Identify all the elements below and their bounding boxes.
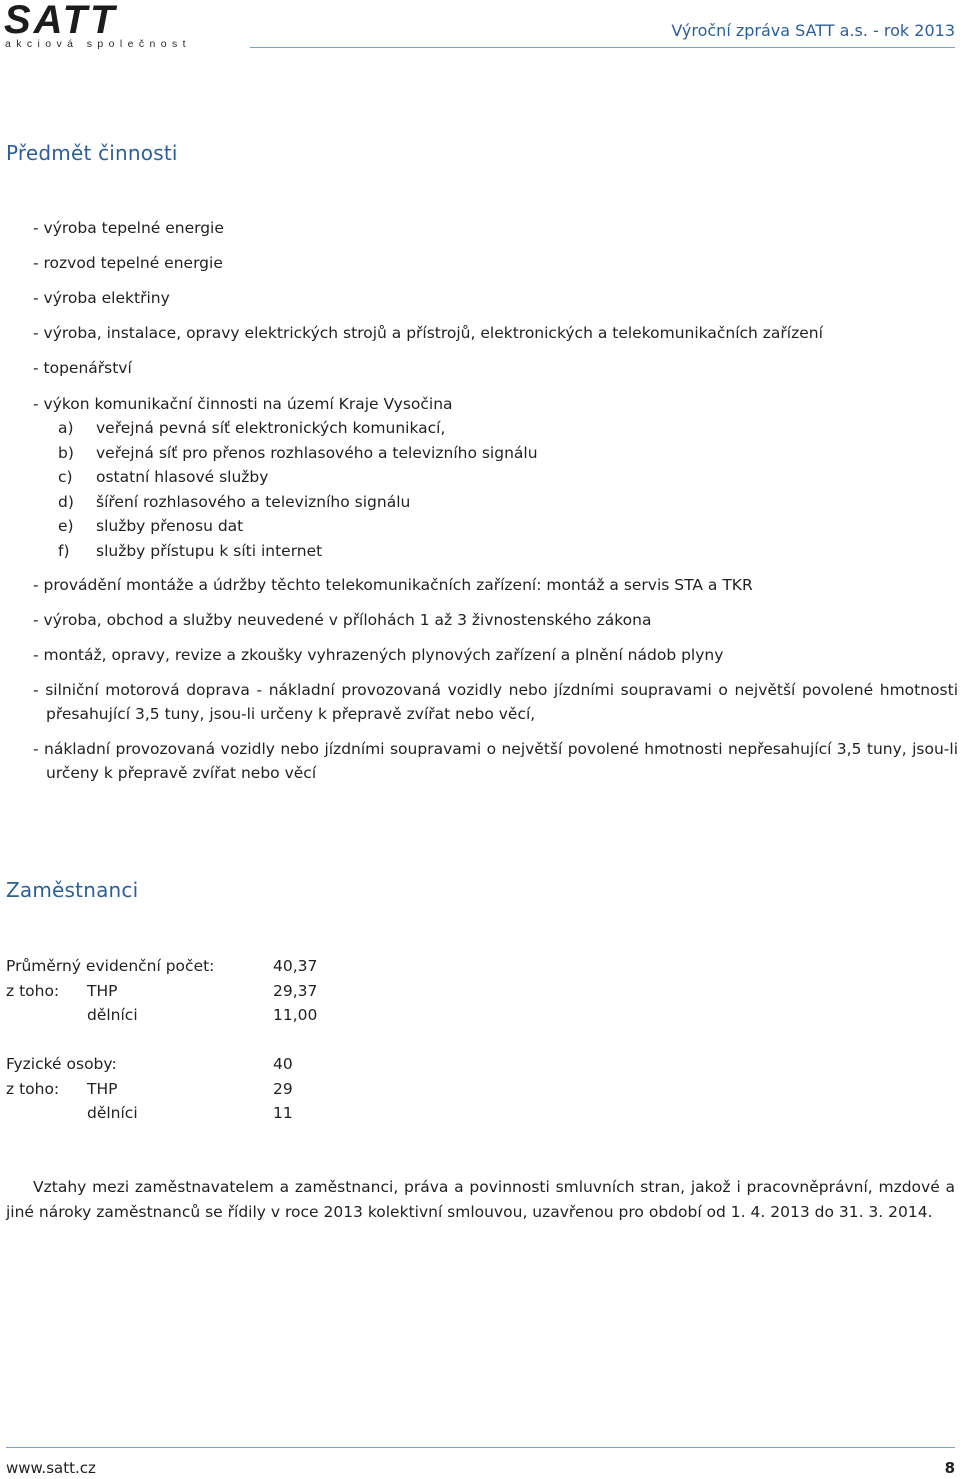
list-item: - výroba elektřiny bbox=[33, 289, 170, 307]
sub-list-item bbox=[58, 465, 958, 490]
section-heading-employees: Zaměstnanci bbox=[6, 878, 139, 902]
thp-label: THP bbox=[87, 1079, 118, 1098]
average-headcount-label: Průměrný evidenční počet: bbox=[6, 957, 215, 975]
list-item: - nákladní provozovaná vozidly nebo jízdními soupravami o největší povolené hmotnosti nepřesahující 3,5 tuny, jsou-li určeny k přepravě zvířat nebo věcí bbox=[33, 740, 958, 782]
sub-item-text: ostatní hlasové služby bbox=[96, 468, 269, 486]
list-item: - silniční motorová doprava - nákladní provozovaná vozidly nebo jízdními soupravami o největší povolené hmotnosti přesahující 3,5 tuny, jsou-li určeny k přepravě zvířat nebo věcí, bbox=[33, 681, 958, 723]
list-item: - provádění montáže a údržby těchto telekomunikačních zařízení: montáž a servis STA a TKR bbox=[33, 576, 753, 594]
sub-list-item bbox=[58, 441, 958, 466]
sub-item-text: služby přístupu k síti internet bbox=[96, 541, 323, 560]
workers-label: dělníci bbox=[87, 1006, 138, 1024]
sub-list bbox=[33, 416, 958, 563]
sub-item-label: a) bbox=[58, 419, 74, 437]
thp-value: 29,37 bbox=[273, 981, 318, 1000]
footer-divider bbox=[6, 1447, 955, 1448]
sub-item-label: f) bbox=[58, 541, 70, 560]
page-number: 8 bbox=[944, 1459, 955, 1477]
workers-value: 11,00 bbox=[273, 1006, 318, 1024]
list-item: - montáž, opravy, revize a zkoušky vyhrazených plynových zařízení a plnění nádob plyny bbox=[33, 646, 724, 664]
collective-agreement-paragraph: Vztahy mezi zaměstnavatelem a zaměstnanci, práva a povinnosti smluvních stran, jakož i pracovněprávní, mzdové a jiné nároky zaměstnanců se řídily v roce 2013 kolektivní smlouvou, uzavřenou pro období od 1. 4. 2013 do 31. 3. 2014. bbox=[6, 1178, 955, 1221]
logo-subtitle: akciová společnost bbox=[5, 38, 191, 50]
of-which-label: z toho: bbox=[6, 981, 60, 1000]
sub-item-label: d) bbox=[58, 492, 74, 511]
list-item: - výroba tepelné energie bbox=[33, 219, 224, 237]
logo-wordmark: SATT bbox=[4, 0, 118, 42]
sub-item-text: veřejná síť pro přenos rozhlasového a televizního signálu bbox=[96, 443, 538, 462]
thp-label: THP bbox=[87, 981, 118, 1000]
report-title: Výroční zpráva SATT a.s. - rok 2013 bbox=[671, 21, 955, 40]
sub-list-item bbox=[58, 514, 958, 539]
list-item: - topenářství bbox=[33, 359, 132, 377]
sub-list-item bbox=[58, 490, 958, 515]
footer-website: www.satt.cz bbox=[6, 1459, 96, 1477]
sub-list-item bbox=[58, 539, 958, 564]
section-heading-activities: Předmět činnosti bbox=[6, 141, 178, 165]
list-item: - výroba, obchod a služby neuvedené v přílohách 1 až 3 živnostenského zákona bbox=[33, 611, 652, 629]
sub-item-label: e) bbox=[58, 517, 74, 535]
sub-item-label: c) bbox=[58, 468, 73, 486]
workers-label: dělníci bbox=[87, 1104, 138, 1122]
sub-item-text: šíření rozhlasového a televizního signálu bbox=[96, 492, 411, 511]
sub-item-label: b) bbox=[58, 443, 74, 462]
list-item: - výkon komunikační činnosti na území Kraje Vysočina bbox=[33, 395, 453, 413]
average-headcount-value: 40,37 bbox=[273, 957, 318, 975]
company-logo bbox=[4, 2, 219, 50]
list-item: - rozvod tepelné energie bbox=[33, 254, 223, 272]
header-divider bbox=[250, 47, 955, 48]
sub-item-text: služby přenosu dat bbox=[96, 517, 244, 535]
physical-persons-value: 40 bbox=[273, 1055, 293, 1073]
sub-item-text: veřejná pevná síť elektronických komunikací, bbox=[96, 419, 446, 437]
list-item: - výroba, instalace, opravy elektrických strojů a přístrojů, elektronických a telekomunikačních zařízení bbox=[33, 324, 823, 342]
sub-list-item bbox=[58, 416, 958, 441]
activity-list bbox=[33, 216, 958, 785]
thp-value: 29 bbox=[273, 1079, 293, 1098]
workers-value: 11 bbox=[273, 1104, 293, 1122]
physical-persons-label: Fyzické osoby: bbox=[6, 1055, 117, 1073]
of-which-label: z toho: bbox=[6, 1079, 60, 1098]
